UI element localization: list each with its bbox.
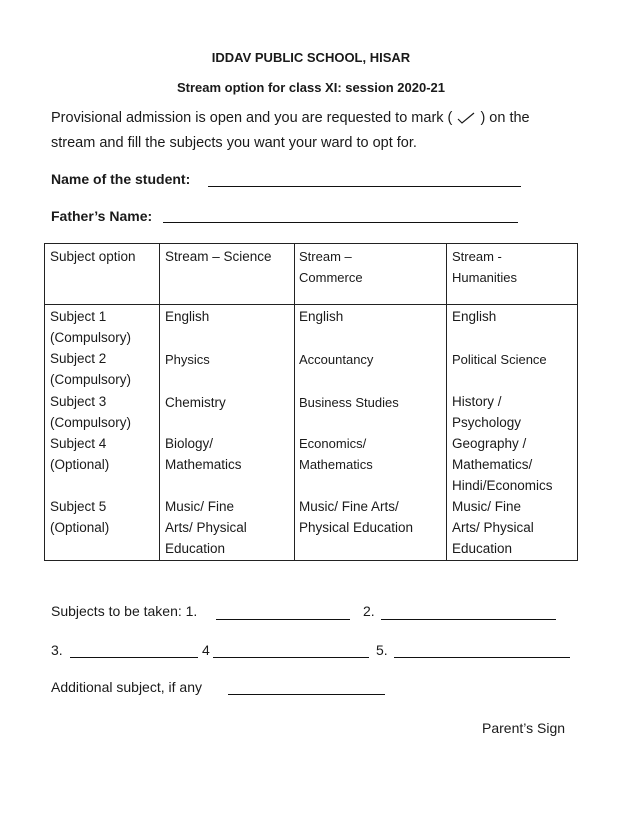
- table-row-1-option: Subject 1 (Compulsory): [50, 309, 132, 345]
- table-row-5-commerce: Music/ Fine Arts/ Physical Education: [299, 499, 414, 535]
- table-row-1-science: English: [165, 309, 210, 324]
- table-row-4-humanities: Geography / Mathematics/ Hindi/Economics: [452, 436, 553, 493]
- table-row-3-humanities: History / Psychology: [452, 394, 522, 430]
- table-row-4-commerce: Economics/ Mathematics: [299, 436, 373, 472]
- parent-sign-label: Parent’s Sign: [482, 720, 566, 736]
- subject-2-field[interactable]: [381, 619, 556, 620]
- table-row-2-humanities: Political Science: [452, 352, 547, 367]
- check-mark-icon: [456, 112, 476, 124]
- additional-subject-label: Additional subject, if any: [51, 679, 202, 695]
- table-row-4-science: Biology/ Mathematics: [165, 436, 242, 472]
- subject-4-field[interactable]: [213, 657, 369, 658]
- table-row-3-commerce: Business Studies: [299, 395, 399, 410]
- table-row-2-option: Subject 2 (Compulsory): [50, 351, 132, 387]
- table-row-5-science: Music/ Fine Arts/ Physical Education: [165, 499, 247, 556]
- table-row-1-humanities: English: [452, 309, 497, 324]
- form-subtitle: Stream option for class XI: session 2020-21: [176, 80, 446, 95]
- header-humanities: Stream - Humanities: [452, 249, 518, 285]
- subject-3-number: 3.: [51, 642, 63, 658]
- header-science: Stream – Science: [165, 249, 272, 264]
- intro-text-after: ) on the stream and fill the subjects you want your ward to opt for.: [51, 110, 530, 151]
- subject-1-field[interactable]: [216, 619, 350, 620]
- father-name-field[interactable]: [163, 222, 518, 223]
- subject-4-number: 4: [202, 642, 210, 658]
- subject-3-field[interactable]: [70, 657, 198, 658]
- student-name-label: Name of the student:: [51, 171, 191, 187]
- subject-5-number: 5.: [376, 642, 388, 658]
- father-name-label: Father’s Name:: [51, 208, 153, 224]
- table-row-3-option: Subject 3 (Compulsory): [50, 394, 132, 430]
- table-row-2-commerce: Accountancy: [299, 352, 374, 367]
- table-row-5-humanities: Music/ Fine Arts/ Physical Education: [452, 499, 534, 556]
- student-name-field[interactable]: [208, 186, 521, 187]
- table-row-1-commerce: English: [299, 309, 344, 324]
- subject-5-field[interactable]: [394, 657, 570, 658]
- table-row-4-option: Subject 4 (Optional): [50, 436, 110, 472]
- school-title: IDDAV PUBLIC SCHOOL, HISAR: [211, 50, 411, 65]
- additional-subject-field[interactable]: [228, 694, 385, 695]
- intro-text-before: Provisional admission is open and you are requested to mark (: [51, 110, 453, 126]
- subject-2-number: 2.: [363, 603, 375, 619]
- table-row-5-option: Subject 5 (Optional): [50, 499, 110, 535]
- stream-table: [44, 243, 578, 560]
- table-row-3-science: Chemistry: [165, 395, 226, 410]
- header-subject-option: Subject option: [50, 249, 136, 264]
- subjects-taken-label: Subjects to be taken: 1.: [51, 603, 198, 619]
- table-row-2-science: Physics: [165, 352, 210, 367]
- intro-paragraph: [51, 106, 571, 156]
- header-commerce: Stream – Commerce: [299, 249, 363, 285]
